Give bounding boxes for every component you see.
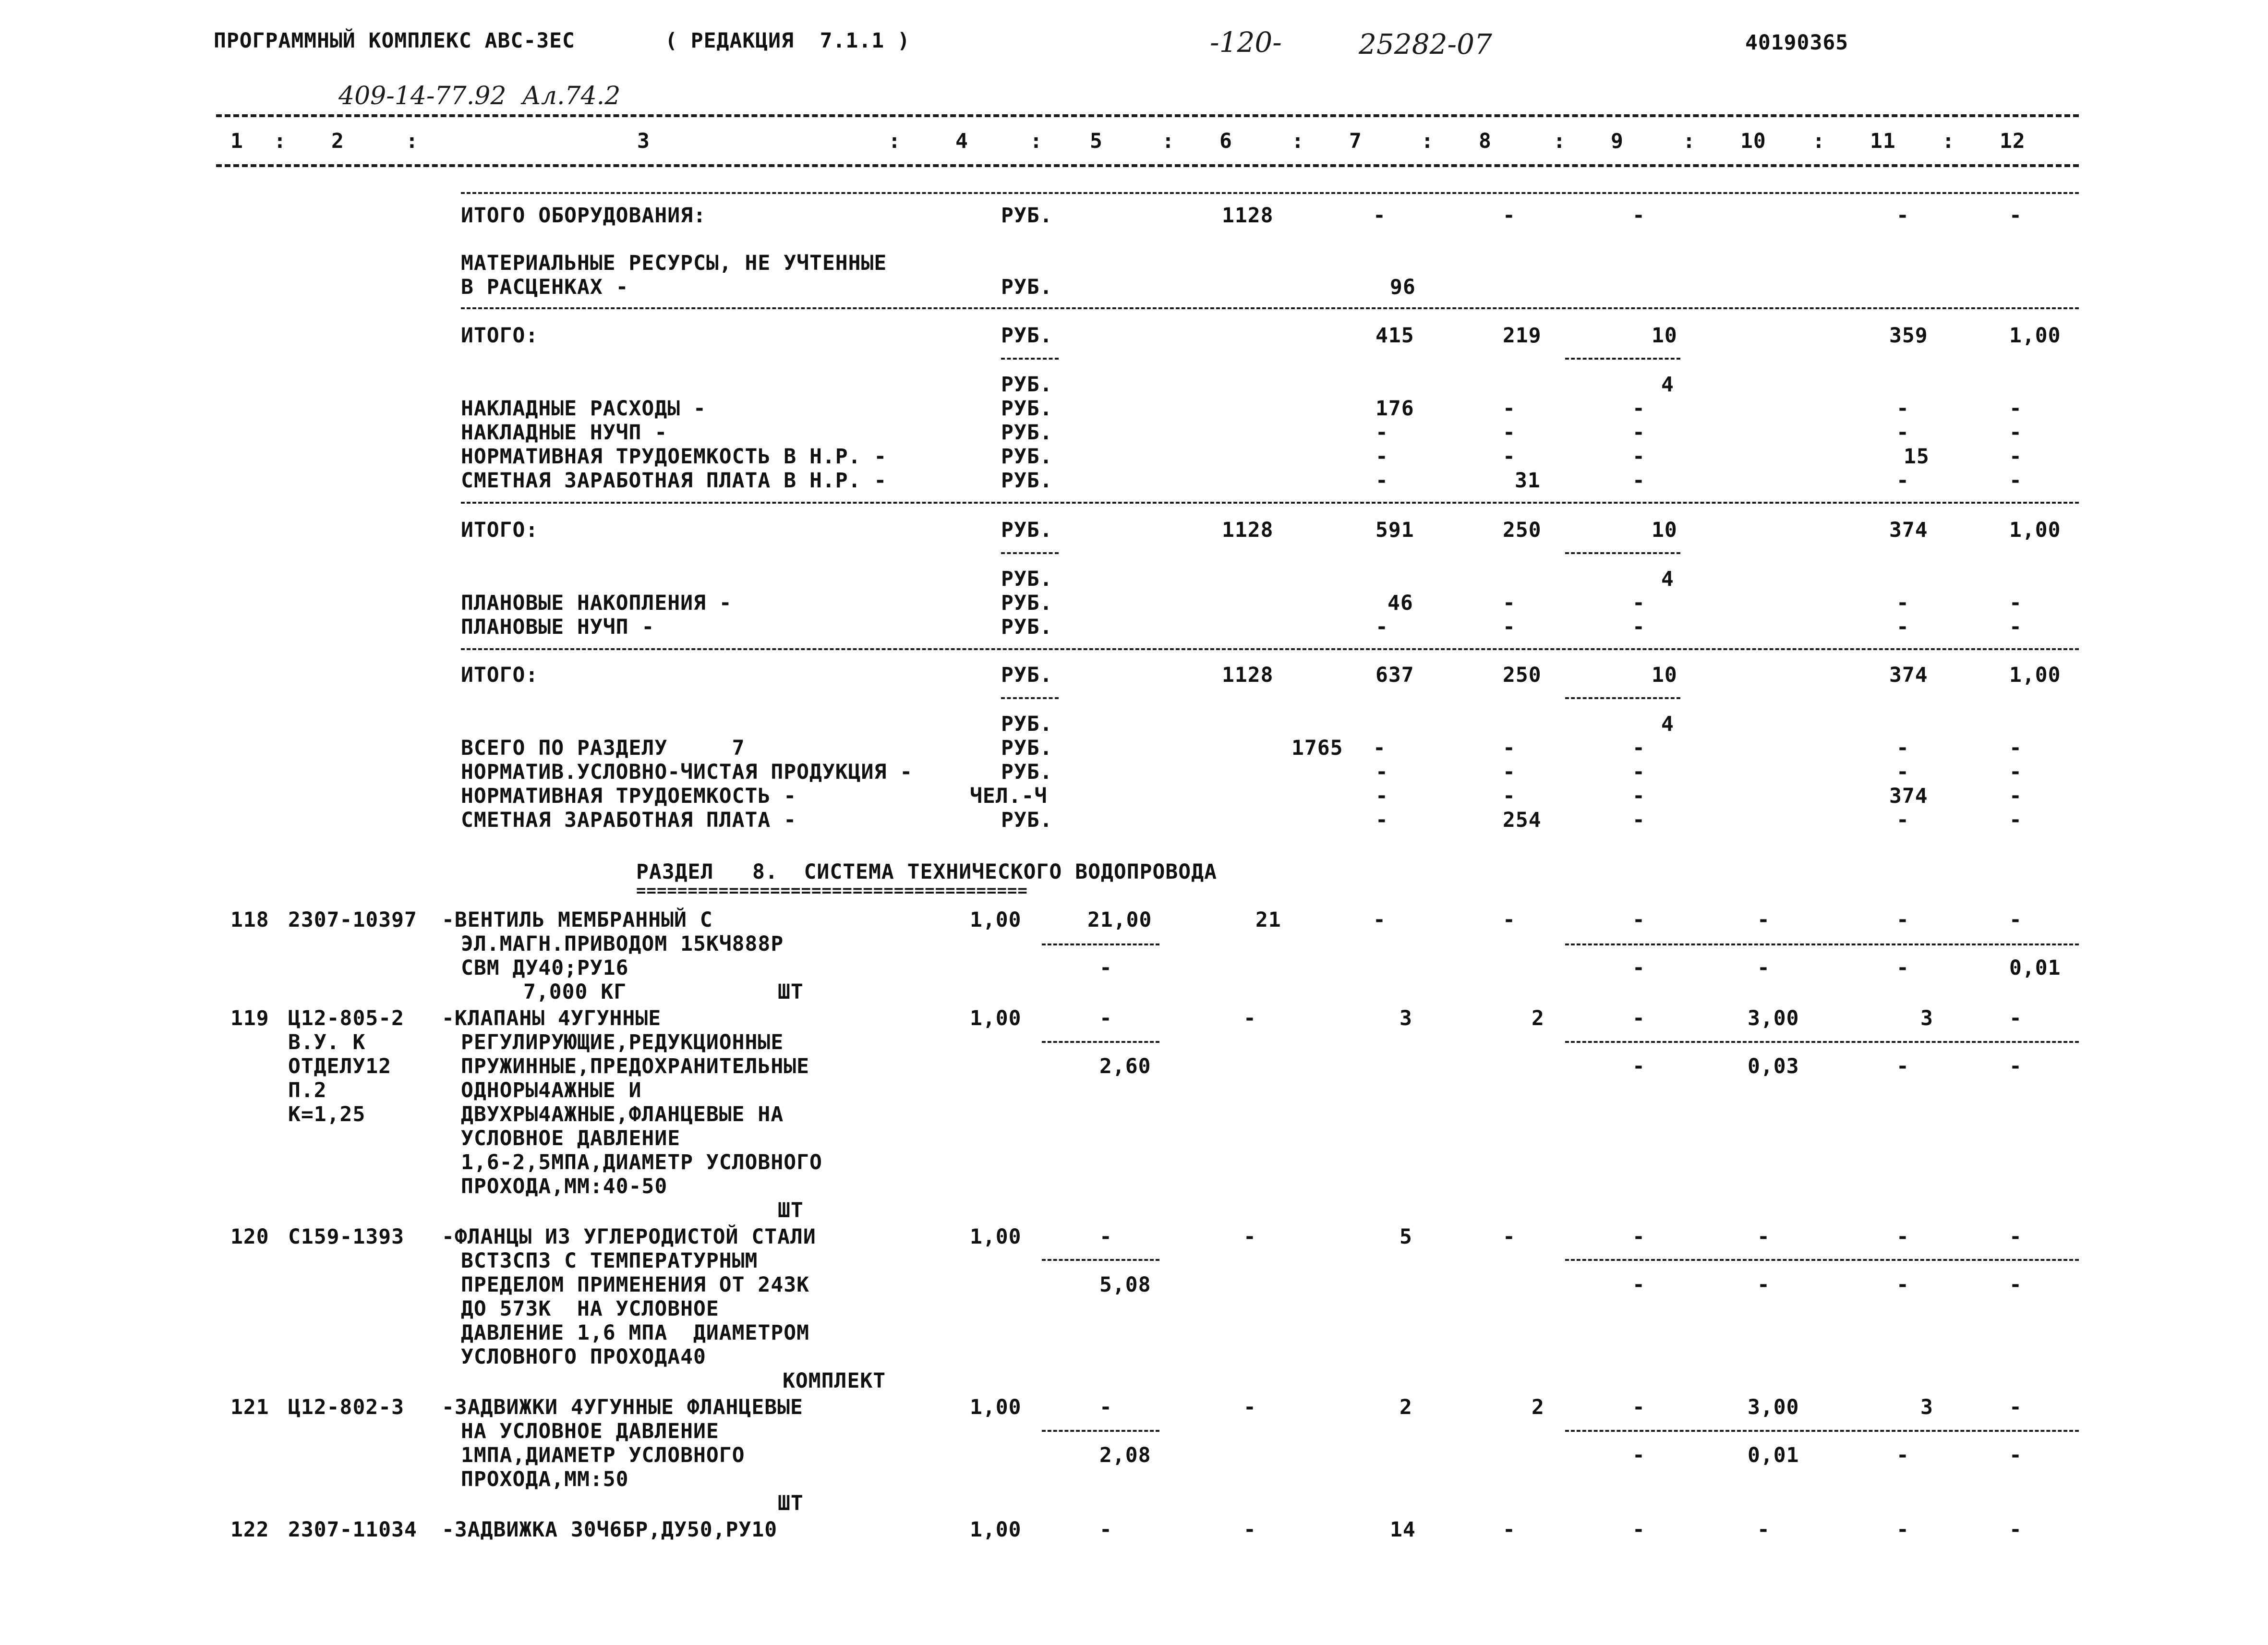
value-cell: 591 <box>1375 518 1414 542</box>
value-cell: - <box>1896 397 1909 421</box>
underline <box>1042 1041 1159 1043</box>
materials-label: МАТЕРИАЛЬНЫЕ РЕСУРСЫ, НЕ УЧТЕННЫЕ <box>461 251 887 275</box>
col-sep: : <box>1162 129 1175 153</box>
value-cell: 31 <box>1515 469 1541 493</box>
page-number: -120- <box>1210 26 1282 59</box>
value-cell: - <box>1757 956 1770 980</box>
value-cell: - <box>1896 204 1909 228</box>
row-number: 120 <box>230 1225 269 1249</box>
item-description: ПРОХОДА,ММ:50 <box>461 1467 629 1491</box>
row-note: П.2 <box>288 1078 327 1102</box>
value-cell: - <box>1632 204 1645 228</box>
value-cell: 250 <box>1503 663 1542 687</box>
value-cell: - <box>2009 1443 2022 1467</box>
row-number: 119 <box>230 1006 269 1030</box>
value-cell: - <box>1373 736 1386 760</box>
underline <box>1042 1430 1159 1432</box>
unit-cell: ШТ <box>778 980 804 1004</box>
underline <box>1001 697 1059 699</box>
value-cell: - <box>1896 736 1909 760</box>
col-sep: : <box>1553 129 1566 153</box>
value-cell: 1,00 <box>970 1395 1022 1419</box>
net-product-label: НОРМАТИВ.УСЛОВНО-ЧИСТАЯ ПРОДУКЦИЯ - <box>461 760 913 784</box>
value-cell: - <box>1099 1395 1112 1419</box>
value-cell: - <box>1757 908 1770 932</box>
value-cell: 2,08 <box>1099 1443 1151 1467</box>
value-cell: - <box>1503 1518 1516 1542</box>
value-cell: - <box>1896 421 1909 445</box>
value-cell: - <box>2009 591 2022 615</box>
value-cell: - <box>1896 908 1909 932</box>
value-cell: 219 <box>1503 324 1542 348</box>
col-sep: : <box>274 129 287 153</box>
value-cell: - <box>1896 1443 1909 1467</box>
value-cell: - <box>2009 469 2022 493</box>
item-description: -ЗАДВИЖКИ 4УГУННЫЕ ФЛАНЦЕВЫЕ <box>442 1395 803 1419</box>
value-cell: - <box>1632 397 1645 421</box>
col-header-11: 11 <box>1870 129 1896 153</box>
row-number: 121 <box>230 1395 269 1419</box>
unit-cell: РУБ. <box>1001 518 1053 542</box>
value-cell: - <box>1373 204 1386 228</box>
equipment-total-label: ИТОГО ОБОРУДОВАНИЯ: <box>461 204 706 228</box>
item-description: ДВУХРЫ4АЖНЫЕ,ФЛАНЦЕВЫЕ НА <box>461 1102 784 1126</box>
value-cell: - <box>1632 1395 1645 1419</box>
col-sep: : <box>888 129 901 153</box>
value-cell: - <box>1375 615 1388 639</box>
value-cell: 3 <box>1920 1395 1933 1419</box>
col-header-5: 5 <box>1090 129 1103 153</box>
value-cell: 2 <box>1532 1006 1544 1030</box>
value-cell: - <box>2009 784 2022 808</box>
value-cell: 4 <box>1661 567 1674 591</box>
value-cell: - <box>1503 736 1516 760</box>
value-cell: - <box>2009 1518 2022 1542</box>
item-description: 1,6-2,5МПА,ДИАМЕТР УСЛОВНОГО <box>461 1150 822 1174</box>
unit-cell: ШТ <box>778 1491 804 1515</box>
row-code: Ц12-805-2 <box>288 1006 404 1030</box>
unit-cell: РУБ. <box>1001 663 1053 687</box>
value-cell: - <box>1503 204 1516 228</box>
value-cell: 415 <box>1375 324 1414 348</box>
wage-total-label: СМЕТНАЯ ЗАРАБОТНАЯ ПЛАТА - <box>461 808 797 832</box>
unit-cell: РУБ. <box>1001 712 1053 736</box>
section-underline: ====================================== <box>636 881 1028 900</box>
value-cell: - <box>1243 1518 1256 1542</box>
value-cell: 1128 <box>1222 518 1274 542</box>
value-cell: - <box>2009 421 2022 445</box>
value-cell: 3 <box>1399 1006 1412 1030</box>
value-cell: - <box>1632 808 1645 832</box>
item-description: 1МПА,ДИАМЕТР УСЛОВНОГО <box>461 1443 745 1467</box>
value-cell: - <box>1632 591 1645 615</box>
value-cell: - <box>1503 615 1516 639</box>
value-cell: - <box>1099 1518 1112 1542</box>
value-cell: - <box>2009 204 2022 228</box>
value-cell: 1,00 <box>970 908 1022 932</box>
underline <box>1565 552 1680 554</box>
header-rule <box>216 164 2079 167</box>
top-rule <box>216 114 2079 117</box>
value-cell: 3,00 <box>1748 1006 1799 1030</box>
value-cell: 1128 <box>1222 204 1274 228</box>
value-cell: - <box>1503 397 1516 421</box>
col-header-2: 2 <box>331 129 344 153</box>
value-cell: - <box>1632 469 1645 493</box>
separator-rule <box>461 307 2079 309</box>
value-cell: - <box>1632 908 1645 932</box>
value-cell: - <box>1757 1273 1770 1297</box>
value-cell: 2 <box>1399 1395 1412 1419</box>
value-cell: - <box>1503 908 1516 932</box>
value-cell: 5 <box>1399 1225 1412 1249</box>
value-cell: 250 <box>1503 518 1542 542</box>
value-cell: 96 <box>1390 275 1416 299</box>
value-cell: 1,00 <box>970 1006 1022 1030</box>
value-cell: - <box>1632 1006 1645 1030</box>
value-cell: - <box>2009 908 2022 932</box>
value-cell: 3,00 <box>1748 1395 1799 1419</box>
section-title: РАЗДЕЛ 8. СИСТЕМА ТЕХНИЧЕСКОГО ВОДОПРОВОДА <box>636 860 1217 884</box>
value-cell: - <box>1896 808 1909 832</box>
value-cell: - <box>1632 615 1645 639</box>
unit-cell: РУБ. <box>1001 275 1053 299</box>
value-cell: 14 <box>1390 1518 1416 1542</box>
col-header-8: 8 <box>1479 129 1492 153</box>
item-description: НА УСЛОВНОЕ ДАВЛЕНИЕ <box>461 1419 719 1443</box>
value-cell: 21,00 <box>1087 908 1152 932</box>
value-cell: - <box>1896 1273 1909 1297</box>
value-cell: 21 <box>1255 908 1281 932</box>
value-cell: 0,03 <box>1748 1054 1799 1078</box>
value-cell: - <box>1243 1225 1256 1249</box>
value-cell: - <box>2009 1395 2022 1419</box>
materials-label-2: В РАСЦЕНКАХ - <box>461 275 629 299</box>
value-cell: - <box>1373 908 1386 932</box>
value-cell: - <box>1503 445 1516 469</box>
value-cell: - <box>1632 760 1645 784</box>
section-total-label: ВСЕГО ПО РАЗДЕЛУ 7 <box>461 736 745 760</box>
underline <box>1565 358 1680 360</box>
value-cell: - <box>1896 1518 1909 1542</box>
unit-cell: РУБ. <box>1001 591 1053 615</box>
item-description: УСЛОВНОГО ПРОХОДА40 <box>461 1345 706 1369</box>
unit-cell: ЧЕЛ.-Ч <box>970 784 1048 808</box>
col-sep: : <box>1683 129 1696 153</box>
col-header-12: 12 <box>2000 129 2026 153</box>
col-sep: : <box>1812 129 1825 153</box>
value-cell: - <box>2009 445 2022 469</box>
unit-cell: РУБ. <box>1001 397 1053 421</box>
value-cell: 10 <box>1652 518 1677 542</box>
row-note: В.У. К <box>288 1030 366 1054</box>
item-description: 7,000 КГ <box>523 980 627 1004</box>
item-description: ОДНОРЫ4АЖНЫЕ И <box>461 1078 642 1102</box>
value-cell: 1,00 <box>2009 663 2061 687</box>
separator-rule <box>461 648 2079 650</box>
col-header-3: 3 <box>637 129 650 153</box>
underline <box>1565 697 1680 699</box>
value-cell: 637 <box>1375 663 1414 687</box>
document-code: 40190365 <box>1745 31 1849 55</box>
item-description: -ЗАДВИЖКА 30Ч6БР,ДУ50,РУ10 <box>442 1518 778 1542</box>
unit-cell: РУБ. <box>1001 736 1053 760</box>
unit-cell: РУБ. <box>1001 445 1053 469</box>
item-description: ДО 573К НА УСЛОВНОЕ <box>461 1297 719 1321</box>
overhead-nuchp-label: НАКЛАДНЫЕ НУЧП - <box>461 421 668 445</box>
row-note: К=1,25 <box>288 1102 366 1126</box>
labor-norm-label: НОРМАТИВНАЯ ТРУДОЕМКОСТЬ В Н.Р. - <box>461 445 887 469</box>
value-cell: - <box>1896 760 1909 784</box>
value-cell: - <box>1375 808 1388 832</box>
value-cell: - <box>1757 1518 1770 1542</box>
row-code: Ц12-802-3 <box>288 1395 404 1419</box>
underline <box>1042 943 1159 945</box>
value-cell: - <box>1632 1054 1645 1078</box>
value-cell: - <box>1632 421 1645 445</box>
col-sep: : <box>1030 129 1043 153</box>
value-cell: - <box>1375 469 1388 493</box>
row-note: ОТДЕЛУ12 <box>288 1054 392 1078</box>
value-cell: - <box>1632 736 1645 760</box>
item-description: -КЛАПАНЫ 4УГУННЫЕ <box>442 1006 662 1030</box>
item-description: СВМ ДУ40;РУ16 <box>461 956 629 980</box>
value-cell: 1128 <box>1222 663 1274 687</box>
underline <box>1042 1259 1159 1261</box>
value-cell: 4 <box>1661 712 1674 736</box>
col-header-1: 1 <box>230 129 243 153</box>
document-number: 25282-07 <box>1359 28 1492 60</box>
value-cell: 1,00 <box>2009 518 2061 542</box>
value-cell: 176 <box>1375 397 1414 421</box>
value-cell: - <box>1896 591 1909 615</box>
value-cell: 359 <box>1889 324 1928 348</box>
col-header-9: 9 <box>1611 129 1624 153</box>
value-cell: - <box>1099 956 1112 980</box>
row-code: 2307-10397 <box>288 908 417 932</box>
item-description: РЕГУЛИРУЮЩИЕ,РЕДУКЦИОННЫЕ <box>461 1030 784 1054</box>
value-cell: - <box>1896 615 1909 639</box>
value-cell: 0,01 <box>2009 956 2061 980</box>
item-description: УСЛОВНОЕ ДАВЛЕНИЕ <box>461 1126 681 1150</box>
value-cell: 1,00 <box>970 1225 1022 1249</box>
unit-cell: РУБ. <box>1001 808 1053 832</box>
value-cell: 2 <box>1532 1395 1544 1419</box>
value-cell: - <box>1503 784 1516 808</box>
col-sep: : <box>1291 129 1304 153</box>
col-header-10: 10 <box>1740 129 1766 153</box>
row-number: 118 <box>230 908 269 932</box>
value-cell: - <box>1375 421 1388 445</box>
labor-total-label: НОРМАТИВНАЯ ТРУДОЕМКОСТЬ - <box>461 784 797 808</box>
underline <box>1565 943 2079 945</box>
unit-cell: РУБ. <box>1001 421 1053 445</box>
value-cell: - <box>2009 1225 2022 1249</box>
value-cell: 374 <box>1889 663 1928 687</box>
item-description: ВСТ3СП3 С ТЕМПЕРАТУРНЫМ <box>461 1249 758 1273</box>
value-cell: 3 <box>1920 1006 1933 1030</box>
value-cell: - <box>1632 1225 1645 1249</box>
value-cell: - <box>1503 421 1516 445</box>
unit-cell: РУБ. <box>1001 469 1053 493</box>
unit-cell: РУБ. <box>1001 567 1053 591</box>
value-cell: - <box>2009 808 2022 832</box>
value-cell: 254 <box>1503 808 1542 832</box>
value-cell: - <box>1896 1225 1909 1249</box>
subtotal-label: ИТОГО: <box>461 518 539 542</box>
underline <box>1001 552 1059 554</box>
row-code: 2307-11034 <box>288 1518 417 1542</box>
col-header-4: 4 <box>955 129 968 153</box>
unit-cell: ШТ <box>778 1198 804 1222</box>
value-cell: 374 <box>1889 518 1928 542</box>
value-cell: 374 <box>1889 784 1928 808</box>
value-cell: - <box>1632 784 1645 808</box>
row-code: С159-1393 <box>288 1225 404 1249</box>
value-cell: - <box>2009 760 2022 784</box>
value-cell: - <box>2009 1006 2022 1030</box>
underline <box>1565 1259 2079 1261</box>
value-cell: - <box>1243 1006 1256 1030</box>
col-header-7: 7 <box>1349 129 1362 153</box>
program-title: ПРОГРАММНЫЙ КОМПЛЕКС АВС-3ЕС <box>214 29 575 53</box>
col-sep: : <box>1421 129 1434 153</box>
subtotal-label: ИТОГО: <box>461 663 539 687</box>
row-number: 122 <box>230 1518 269 1542</box>
value-cell: - <box>1896 1054 1909 1078</box>
value-cell: 46 <box>1387 591 1413 615</box>
col-sep: : <box>406 129 419 153</box>
value-cell: 1765 <box>1291 736 1343 760</box>
value-cell: - <box>1632 445 1645 469</box>
unit-cell: РУБ. <box>1001 373 1053 397</box>
value-cell: - <box>2009 397 2022 421</box>
value-cell: - <box>1896 469 1909 493</box>
planned-nuchp-label: ПЛАНОВЫЕ НУЧП - <box>461 615 655 639</box>
value-cell: - <box>1099 1006 1112 1030</box>
value-cell: - <box>1099 1225 1112 1249</box>
underline <box>1565 1041 2079 1043</box>
value-cell: - <box>2009 615 2022 639</box>
item-description: ПРОХОДА,ММ:40-50 <box>461 1174 668 1198</box>
handwritten-reference: 409-14-77.92 Ал.74.2 <box>338 82 621 110</box>
unit-cell: РУБ. <box>1001 324 1053 348</box>
value-cell: 1,00 <box>2009 324 2061 348</box>
value-cell: 10 <box>1652 324 1677 348</box>
overhead-label: НАКЛАДНЫЕ РАСХОДЫ - <box>461 397 706 421</box>
unit-cell: РУБ. <box>1001 615 1053 639</box>
value-cell: - <box>2009 736 2022 760</box>
value-cell: - <box>1632 1443 1645 1467</box>
value-cell: - <box>1632 1273 1645 1297</box>
separator-rule <box>461 192 2079 194</box>
item-description: ДАВЛЕНИЕ 1,6 МПА ДИАМЕТРОМ <box>461 1321 809 1345</box>
item-description: ПРУЖИННЫЕ,ПРЕДОХРАНИТЕЛЬНЫЕ <box>461 1054 809 1078</box>
value-cell: - <box>1375 784 1388 808</box>
item-description: ЭЛ.МАГН.ПРИВОДОМ 15КЧ888Р <box>461 932 784 956</box>
unit-cell: КОМПЛЕКТ <box>783 1369 886 1393</box>
value-cell: - <box>2009 1273 2022 1297</box>
underline <box>1565 1430 2079 1432</box>
value-cell: 15 <box>1904 445 1930 469</box>
subtotal-label: ИТОГО: <box>461 324 539 348</box>
wage-norm-label: СМЕТНАЯ ЗАРАБОТНАЯ ПЛАТА В Н.Р. - <box>461 469 887 493</box>
value-cell: 10 <box>1652 663 1677 687</box>
value-cell: - <box>1896 956 1909 980</box>
value-cell: 2,60 <box>1099 1054 1151 1078</box>
value-cell: - <box>1503 1225 1516 1249</box>
underline <box>1001 358 1059 360</box>
item-description: -ВЕНТИЛЬ МЕМБРАННЫЙ С <box>442 908 713 932</box>
unit-cell: РУБ. <box>1001 760 1053 784</box>
value-cell: - <box>1632 956 1645 980</box>
col-header-6: 6 <box>1219 129 1232 153</box>
edition-label: ( РЕДАКЦИЯ 7.1.1 ) <box>665 29 910 53</box>
value-cell: 0,01 <box>1748 1443 1799 1467</box>
value-cell: - <box>1243 1395 1256 1419</box>
value-cell: - <box>1375 760 1388 784</box>
value-cell: 5,08 <box>1099 1273 1151 1297</box>
value-cell: - <box>1375 445 1388 469</box>
item-description: -ФЛАНЦЫ ИЗ УГЛЕРОДИСТОЙ СТАЛИ <box>442 1225 816 1249</box>
item-description: ПРЕДЕЛОМ ПРИМЕНЕНИЯ ОТ 243К <box>461 1273 809 1297</box>
value-cell: - <box>1757 1225 1770 1249</box>
value-cell: - <box>1503 591 1516 615</box>
col-sep: : <box>1942 129 1955 153</box>
separator-rule <box>461 502 2079 504</box>
value-cell: - <box>1503 760 1516 784</box>
value-cell: - <box>2009 1054 2022 1078</box>
value-cell: 4 <box>1661 373 1674 397</box>
value-cell: 1,00 <box>970 1518 1022 1542</box>
planned-savings-label: ПЛАНОВЫЕ НАКОПЛЕНИЯ - <box>461 591 732 615</box>
value-cell: - <box>1632 1518 1645 1542</box>
unit-cell: РУБ. <box>1001 204 1053 228</box>
